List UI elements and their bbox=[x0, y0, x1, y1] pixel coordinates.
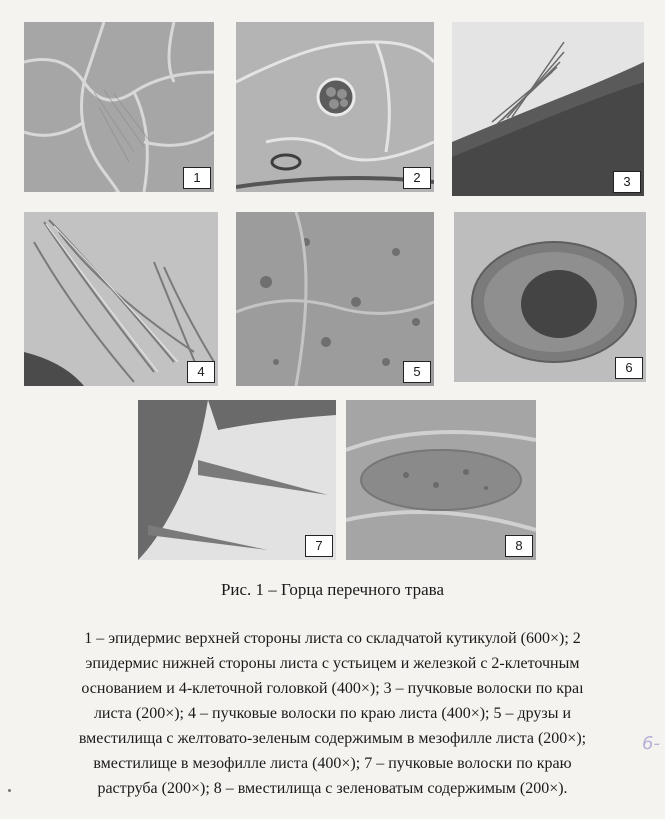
panel-label-4: 4 bbox=[187, 361, 215, 383]
panel-label-1: 1 bbox=[183, 167, 211, 189]
speck bbox=[8, 789, 11, 792]
panel-label-2: 2 bbox=[403, 167, 431, 189]
micrograph-panel-2 bbox=[236, 22, 434, 192]
micrograph-panel-5 bbox=[236, 212, 434, 386]
legend-line: 1 – эпидермис верхней стороны листа со складчатой кутикулой (600×); 2 bbox=[84, 630, 581, 647]
micrograph-panel-8 bbox=[346, 400, 536, 560]
micrograph-4-image bbox=[24, 212, 218, 386]
micrograph-3-image bbox=[452, 22, 644, 196]
panel-label-8: 8 bbox=[505, 535, 533, 557]
legend-line: раструба (200×); 8 – вместилища с зеленоватым содержимым (200×). bbox=[97, 780, 568, 797]
legend-line: основанием и 4-клеточной головкой (400×); 3 – пучковые волоски по краı bbox=[81, 680, 584, 697]
micrograph-panel-3 bbox=[452, 22, 644, 196]
panel-label-7: 7 bbox=[305, 535, 333, 557]
micrograph-5-image bbox=[236, 212, 434, 386]
figure-legend bbox=[2, 626, 663, 801]
legend-line: вместилища с желтовато-зеленым содержимым в мезофилле листа (200×); bbox=[78, 730, 587, 747]
legend-line: вместилище в мезофилле листа (400×); 7 – пучковые волоски по краю bbox=[93, 755, 572, 772]
figure-caption: Рис. 1 – Горца перечного трава bbox=[220, 580, 445, 599]
panel-label-6: 6 bbox=[615, 357, 643, 379]
panel-label-3: 3 bbox=[613, 171, 641, 193]
handwritten-mark: 6- bbox=[642, 733, 660, 754]
micrograph-panel-4 bbox=[24, 212, 218, 386]
micrograph-panel-6 bbox=[454, 212, 646, 382]
micrograph-panel-7 bbox=[138, 400, 336, 560]
panel-label-5: 5 bbox=[403, 361, 431, 383]
legend-line: эпидермис нижней стороны листа с устьицем и железкой с 2-клеточным bbox=[85, 655, 580, 672]
legend-line: листа (200×); 4 – пучковые волоски по краю листа (400×); 5 – друзы и bbox=[93, 705, 572, 722]
micrograph-panel-1 bbox=[24, 22, 214, 192]
